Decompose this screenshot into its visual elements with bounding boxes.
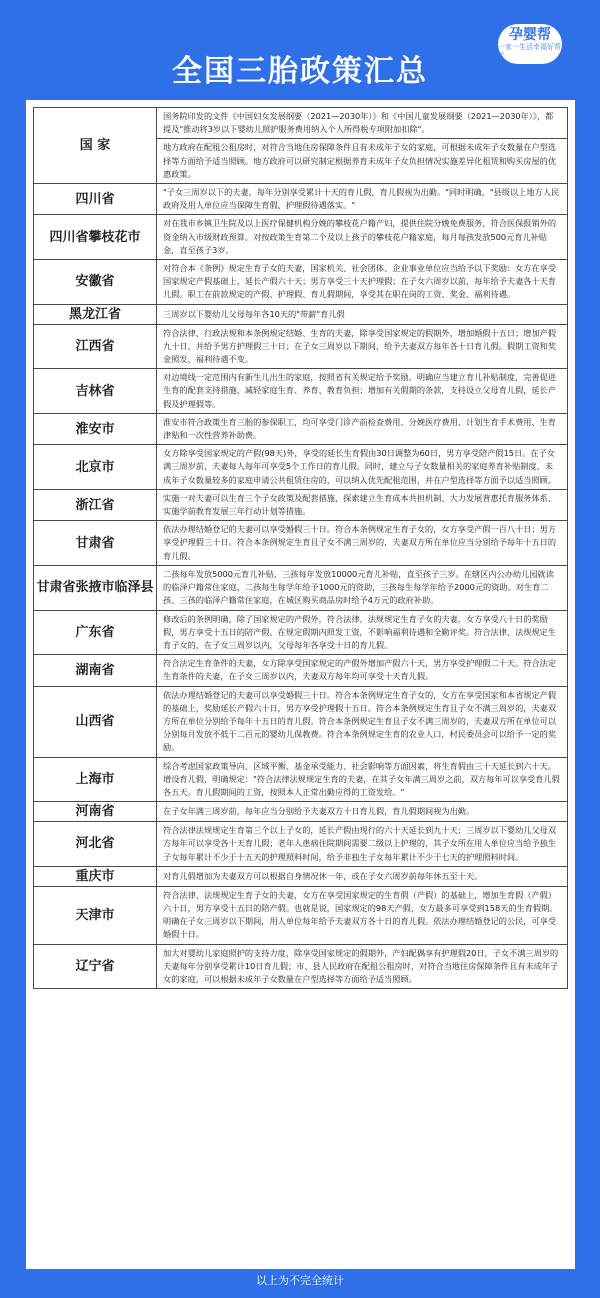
policy-table — [33, 107, 568, 989]
table-row — [34, 260, 568, 305]
table-row — [34, 944, 568, 989]
table-row — [34, 215, 568, 260]
table-row — [34, 445, 568, 490]
province-cell: 山西省 — [34, 686, 157, 757]
policy-cell: 实施一对夫妻可以生育三个子女政策及配套措施，探索建立生育成本共担机制、大力发展普惠托育服务体系、实施学前教育发展三年行动计划等措施。 — [157, 489, 568, 520]
policy-cell: 对符合本《条例》规定生育子女的夫妻，国家机关、社会团体、企业事业单位应当给予以下奖励：女方在享受国家规定产假基础上，延长产假六十天；男方享受三十天护理假；在子女六周岁以前，每年给予夫妻各十天育儿假。职工在前款规定的产假、护理假、育儿假期间，享受其在职在岗的工资、奖金、福利待遇。 — [157, 260, 568, 305]
policy-cell: 淮安市符合政策生育三胎的参保职工，均可享受门诊产前检查费用、分娩医疗费用、计划生育手术费用、生育津贴和一次性营养补助费。 — [157, 413, 568, 444]
province-cell: 浙江省 — [34, 489, 157, 520]
province-cell: 重庆市 — [34, 866, 157, 886]
logo-main-text: 孕婴帮 — [509, 27, 551, 43]
policy-table-body — [34, 108, 568, 989]
table-row — [34, 655, 568, 686]
province-cell: 河北省 — [34, 822, 157, 867]
table-row — [34, 686, 568, 757]
policy-cell: "子女三周岁以下的夫妻，每年分别享受累计十天的育儿假，育儿假视为出勤。"同时明确，"县级以上地方人民政府及用人单位应当保障生育假、护理假待遇落实。" — [157, 184, 568, 215]
policy-cell: 依法办理结婚登记的夫妻可以享受婚假三十日。符合本条例规定生育子女的，女方享受产假一百八十日；男方享受护理假三十日。符合本条例规定生育且子女不满三周岁的，夫妻双方所在单位应当分别给予每年十五日的育儿假。 — [157, 521, 568, 566]
policy-cell: 女方除享受国家规定的产假(98天)外，享受的延长生育假由30日调整为60日，男方享受陪产假15日。在子女满三周岁前，夫妻每人每年可享受5个工作日的育儿假。同时，建立与子女数量相关的家庭养育补贴制度，未成年子女数量较多的家庭申请公共租赁住房的，可以纳入优先配租范围，并在户型选择等方面予以适当照顾。 — [157, 445, 568, 490]
policy-cell: 对在我市乡镇卫生院及以上医疗保健机构分娩的攀枝花户籍产妇，提供住院分娩免费服务，符合医保报销外的资金纳入市级财政预算。对按政策生育第二个及以上孩子的攀枝花户籍家庭，每月每孩发放500元育儿补贴金，直至孩子3岁。 — [157, 215, 568, 260]
province-cell: 淮安市 — [34, 413, 157, 444]
province-cell: 甘肃省 — [34, 521, 157, 566]
policy-cell: 符合法律法规规定生育第三个以上子女的，延长产假由现行的六十天延长到九十天；三周岁以下婴幼儿父母双方每年可以享受各十天育儿假；老年人患病住院期间需要二级以上护理的，其子女所在用人单位应当给予独生子女每年累计不少于十五天的护理照料时间，给予非独生子女每年累计不少于七天的护理照料时间。 — [157, 822, 568, 867]
table-row — [34, 565, 568, 610]
table-row — [34, 108, 568, 139]
province-cell: 安徽省 — [34, 260, 157, 305]
policy-cell: 加大对婴幼儿家庭照护的支持力度，除享受国家规定的假期外，产妇配偶享有护理假20日，子女不满三周岁的夫妻每年分别享受累计10日育儿假；市、县人民政府在配租公租房时，对符合当地住房保障条件且有未成年子女的家庭，可以根据未成年子女数量在户型选择等方面给予适当照顾。 — [157, 944, 568, 989]
table-row — [34, 369, 568, 414]
province-cell: 辽宁省 — [34, 944, 157, 989]
policy-cell: 二孩每年发放5000元育儿补贴，三孩每年发放10000元育儿补贴，直至孩子三岁。在辖区内公办幼儿园就读的临泽户籍常住家庭，二孩每生每学年给予1000元的资助，三孩每生每学年给予2000元的资助。对生育二孩、三孩的临泽户籍常住家庭，在城区购买商品房时给予4万元的政府补助。 — [157, 565, 568, 610]
policy-cell: 三周岁以下婴幼儿父母每年各10天的"带薪"育儿假 — [157, 304, 568, 324]
province-cell: 国 家 — [34, 108, 157, 184]
policy-cell: 综合考虑国家政策导向、区域平衡、基金承受能力、社会影响等方面因素，将生育假由三十天延长到六十天。增设育儿假，明确规定："符合法律法规规定生育的夫妻，在其子女年满三周岁之前，双方每年可以享受育儿假各五天。育儿假期间的工资，按照本人正常出勤应得的工资发给。" — [157, 757, 568, 802]
province-cell: 天津市 — [34, 886, 157, 944]
page-title: 全国三胎政策汇总 — [172, 54, 428, 89]
table-row — [34, 802, 568, 822]
footer-note: 以上为不完全统计 — [256, 1274, 344, 1287]
table-row — [34, 610, 568, 655]
province-cell: 广东省 — [34, 610, 157, 655]
table-row — [34, 489, 568, 520]
policy-cell: 符合法律、行政法规和本条例规定结婚、生育的夫妻，除享受国家规定的假期外，增加婚假十五日；增加产假九十日，并给予男方护理假三十日；在子女三周岁以下期间，给予夫妻双方每年各十日育儿假。假期工资和奖金照发，福利待遇不变。 — [157, 324, 568, 369]
policy-cell: 依法办理结婚登记的夫妻可以享受婚假三十日。符合本条例规定生育子女的，女方在享受国家和本省规定产假的基础上，奖励延长产假六十日，男方享受护理假十五日。符合本条例规定生育且子女不满三周岁的，夫妻双方所在单位分别给予每年十五日的育儿假。符合本条例规定生育且子女不满三周岁的，夫妻双方所在单位可以分别每月发放不低于二百元的婴幼儿保教费。符合本条例规定生育的农业人口，村民委员会可以给予一定的奖励。 — [157, 686, 568, 757]
province-cell: 河南省 — [34, 802, 157, 822]
province-cell: 吉林省 — [34, 369, 157, 414]
table-row — [34, 413, 568, 444]
province-cell: 黑龙江省 — [34, 304, 157, 324]
province-cell: 北京市 — [34, 445, 157, 490]
policy-cell: 对边境线一定范围内有新生儿出生的家庭，按照省有关规定给予奖励。明确应当建立育儿补贴制度，完善促进生育的配套支持措施，减轻家庭生育、养育、教育负担；增加有关假期的条款，支持设立父母育儿假，延长产假及护理假等。 — [157, 369, 568, 414]
brand-logo — [498, 24, 562, 64]
table-row — [34, 521, 568, 566]
table-row — [34, 184, 568, 215]
policy-panel — [26, 100, 575, 1269]
policy-cell: 对育儿假增加为夫妻双方可以根据自身情况休一年，或在子女六周岁前每年休五至十天。 — [157, 866, 568, 886]
table-row — [34, 886, 568, 944]
table-row — [34, 324, 568, 369]
policy-cell: 符合法律、法规规定生育子女的夫妻，女方在享受国家规定的生育假（产假）的基础上，增加生育假（产假）六十日，男方享受十五日的陪产假。也就是说，国家规定的98天产假，女方最多可享受到158天的生育假期。明确在子女三周岁以下期间，用人单位每年给予夫妻双方各十日的育儿假。依法办理结婚登记的公民，可享受婚假十日。 — [157, 886, 568, 944]
policy-cell: 符合法定生育条件的夫妻，女方除享受国家规定的产假外增加产假六十天，男方享受护理假二十天。符合法定生育条件的夫妻，在子女三周岁以内，夫妻双方每年均可享受十天育儿假。 — [157, 655, 568, 686]
policy-cell: 国务院印发的文件《中国妇女发展纲要（2021—2030年）》和《中国儿童发展纲要（2021—2030年）》，都提及"推动将3岁以下婴幼儿照护服务费用纳入个人所得税专项附加扣除"。 — [157, 108, 568, 139]
province-cell: 甘肃省张掖市临泽县 — [34, 565, 157, 610]
table-row — [34, 757, 568, 802]
province-cell: 湖南省 — [34, 655, 157, 686]
header — [0, 0, 600, 100]
table-row — [34, 866, 568, 886]
province-cell: 江西省 — [34, 324, 157, 369]
province-cell: 上海市 — [34, 757, 157, 802]
table-row — [34, 822, 568, 867]
policy-cell: 在子女年满三周岁前，每年应当分别给予夫妻双方十日育儿假，育儿假期间视为出勤。 — [157, 802, 568, 822]
policy-cell: 修改后的条例明确，除了国家规定的产假外，符合法律、法规规定生育子女的夫妻，女方享受八十日的奖励假，男方享受十五日的陪产假。在规定假期内照发工资，不影响福利待遇和全勤评奖。符合法律、法规规定生育子女的，在子女三周岁以内，父母每年各享受十日的育儿假。 — [157, 610, 568, 655]
province-cell: 四川省攀枝花市 — [34, 215, 157, 260]
table-row — [34, 304, 568, 324]
province-cell: 四川省 — [34, 184, 157, 215]
logo-sub-text: 一家一生活幸福好帮手 — [498, 43, 561, 60]
policy-cell: 地方政府在配租公租房时，对符合当地住房保障条件且有未成年子女的家庭，可根据未成年子女数量在户型选择等方面给予适当照顾。地方政府可以研究制定根据养育未成年子女负担情况实施差异化租赁和购买房屋的优惠政策。 — [157, 139, 568, 184]
